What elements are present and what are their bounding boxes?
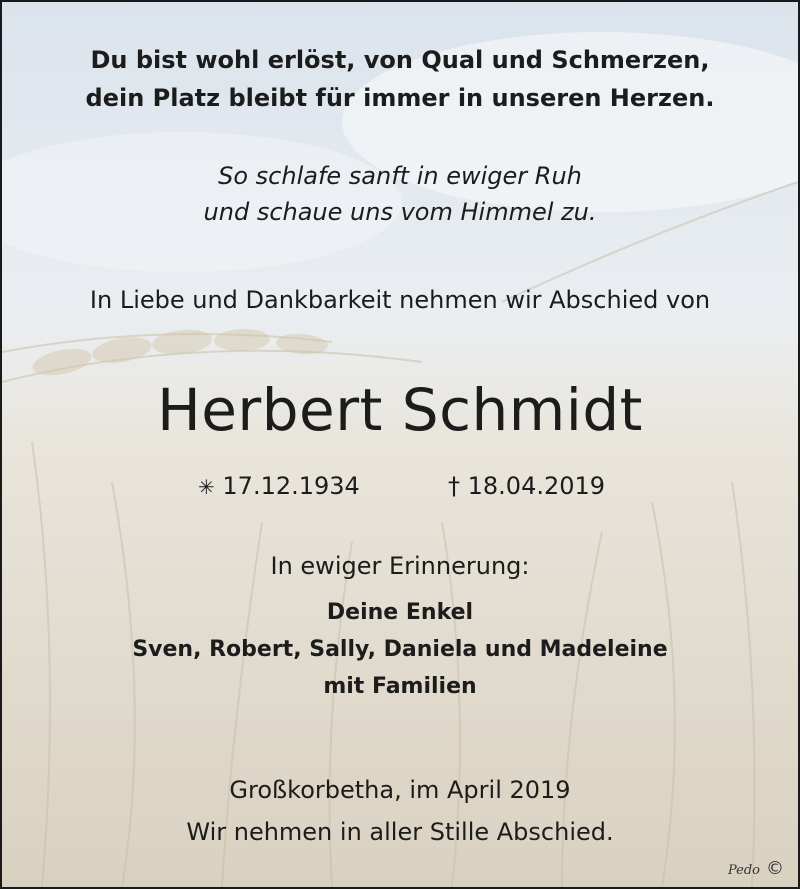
asterisk-icon: ✳: [198, 475, 215, 499]
closing-text: Wir nehmen in aller Stille Abschied.: [186, 818, 614, 846]
intro-text: In Liebe und Dankbarkeit nehmen wir Abschied von: [89, 286, 711, 314]
verse-line-2: dein Platz bleibt für immer in unseren Herzen.: [85, 84, 715, 112]
death-date-value: 18.04.2019: [467, 472, 606, 500]
mourners-line-1: Deine Enkel: [326, 600, 474, 625]
birth-date: [198, 472, 360, 500]
signature-text: Pedo: [727, 863, 760, 878]
designer-signature: [728, 858, 784, 879]
place-date: Großkorbetha, im April 2019: [229, 776, 571, 804]
verse-italic-line-2: und schaue uns vom Himmel zu.: [203, 198, 597, 226]
mourners-line-3: mit Familien: [323, 674, 477, 699]
verse-line-1: Du bist wohl erlöst, von Qual und Schmerzen,: [90, 46, 710, 74]
deceased-name: Herbert Schmidt: [157, 376, 643, 444]
verse-italic-line-1: So schlafe sanft in ewiger Ruh: [218, 162, 582, 190]
mourners-line-2: Sven, Robert, Sally, Daniela und Madeleine: [132, 637, 668, 662]
memory-heading: In ewiger Erinnerung:: [270, 552, 530, 580]
birth-date-value: 17.12.1934: [222, 472, 360, 500]
death-date: [448, 472, 605, 500]
cross-icon: †: [448, 472, 460, 500]
copyright-icon: ©: [766, 858, 784, 879]
